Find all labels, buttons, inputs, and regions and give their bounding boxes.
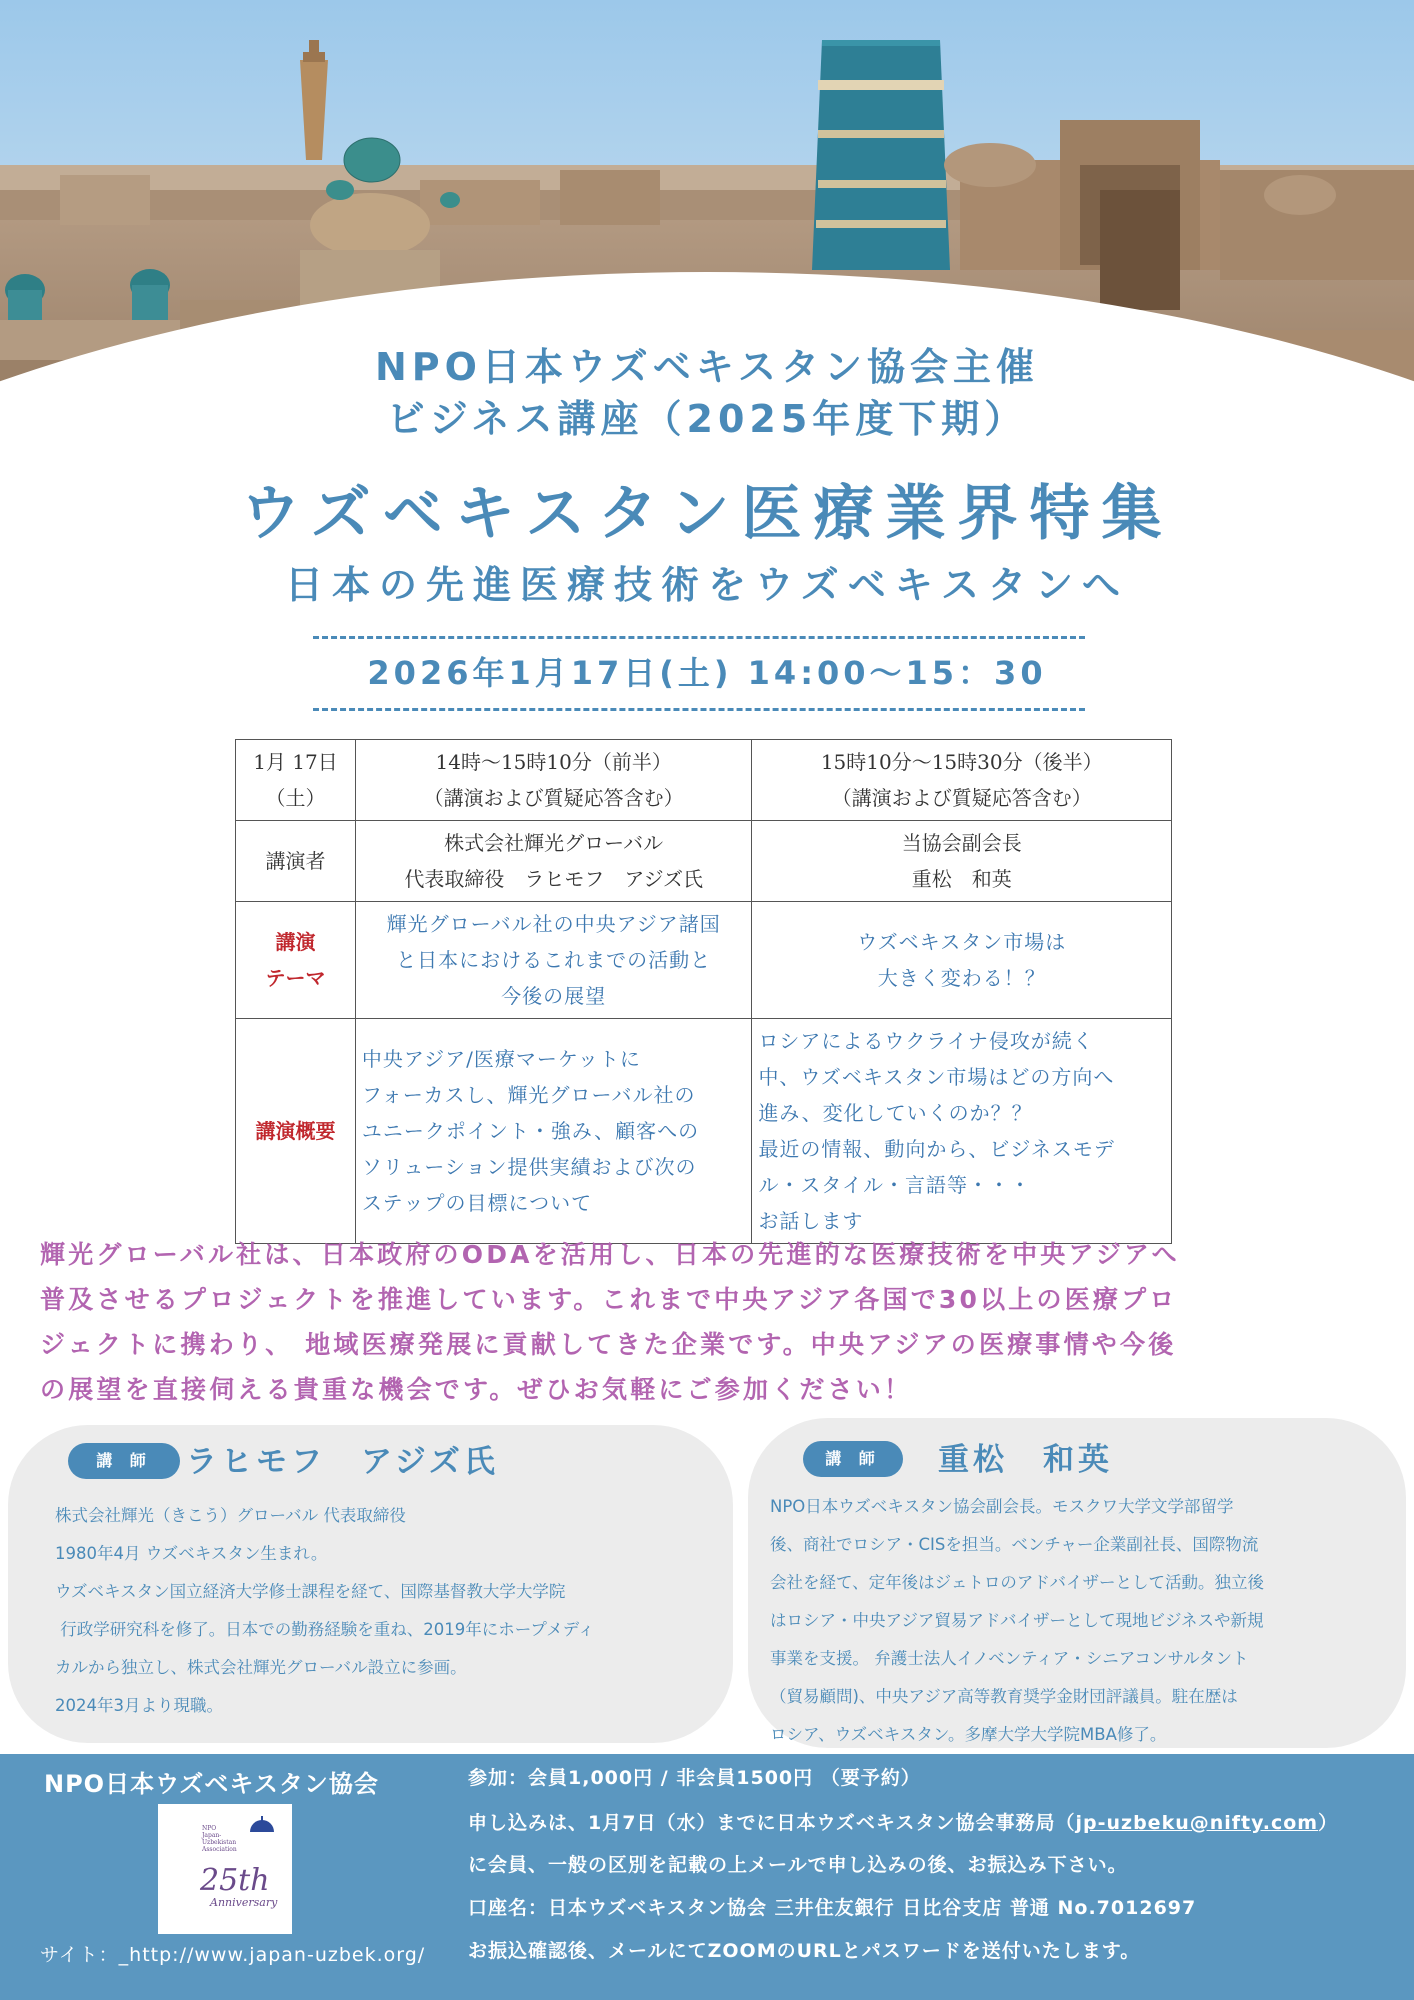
- footer-org-name: NPO日本ウズベキスタン協会: [44, 1770, 379, 1798]
- svg-text:Association: Association: [202, 1846, 237, 1853]
- theme-2: ウズベキスタン市場は 大きく変わる！？: [752, 902, 1172, 1019]
- dashed-divider-top: [313, 636, 1085, 639]
- lecturer-2-bio: NPO日本ウズベキスタン協会副会長。モスクワ大学文学部留学 後、商社でロシア・CISを担当。ベンチャー企業副社長、国際物流 会社を経て、定年後はジェトロのアドバイザーとして活動。独立後 はロシア・中央アジア貿易アドバイザーとして現地ビジネスや新規 事業を支援。 弁護士法人イノベンティア・シニアコンサルタント （貿易顧問)、中央アジア高等教育奨学金財団評議員。駐在歴は ロシア、ウズベキスタン。多摩大学大学院MBA修了。: [770, 1497, 1265, 1744]
- org-heading: NPO日本ウズベキスタン協会主催: [374, 345, 1040, 389]
- bank-info: 口座名：日本ウズベキスタン協会 三井住友銀行 日比谷支店 普通 No.7012697: [468, 1897, 1197, 1919]
- theme-label: 講演 テーマ: [236, 902, 356, 1019]
- date-cell: 1月 17日 （土）: [236, 740, 356, 821]
- lecturer-badge: 講 師: [68, 1443, 180, 1479]
- schedule-table: [235, 739, 1172, 1244]
- footer: [0, 1754, 1414, 2000]
- intro-paragraph: 輝光グローバル社は、日本政府のODAを活用し、日本の先進的な医療技術を中央アジアへ 普及させるプロジェクトを推進しています。これまで中央アジア各国で30以上の医療プロ ジェクトに携わり、 地域医療発展に貢献してきた企業です。中央アジアの医療事情や今後 の展望を直接伺える貴重な機会です。ぜひお気軽にご参加ください！: [40, 1240, 1180, 1404]
- zoom-info: お振込確認後、メールにてZOOMのURLとパスワードを送付いたします。: [468, 1940, 1141, 1962]
- lecturer-2-name: 重松 和英: [938, 1442, 1113, 1478]
- svg-text:25th: 25th: [200, 1863, 270, 1898]
- main-title: ウズベキスタン医療業界特集: [240, 479, 1174, 549]
- speaker-1: 株式会社輝光グローバル 代表取締役 ラヒモフ アジズ氏: [355, 821, 752, 902]
- table-row: [236, 740, 1172, 821]
- site-url[interactable]: サイト：_http://www.japan-uzbek.org/: [40, 1944, 426, 1966]
- dashed-divider-bottom: [313, 708, 1085, 711]
- association-logo: [158, 1804, 292, 1934]
- series-heading: ビジネス講座（2025年度下期）: [386, 397, 1028, 441]
- fee-info: 参加：会員1,000円 / 非会員1500円 （要予約）: [468, 1767, 921, 1789]
- speaker-2: 当協会副会長 重松 和英: [752, 821, 1172, 902]
- lecturer-1-bio: 株式会社輝光（きこう）グローバル 代表取締役 1980年4月 ウズベキスタン生まれ。 ウズベキスタン国立経済大学修士課程を経て、国際基督教大学大学院 行政学研究科を修了。日本での勤務経験を重ね、2019年にホープメディ カルから独立し、株式会社輝光グローバル設立に参画。 2024年3月より現職。: [55, 1506, 595, 1715]
- summary-1: 中央アジア/医療マーケットに フォーカスし、輝光グローバル社の ユニークポイント・強み、顧客への ソリューション提供実績および次の ステップの目標について: [355, 1019, 752, 1244]
- speaker-label: 講演者: [236, 821, 356, 902]
- table-row: [236, 1019, 1172, 1244]
- apply-info-2: に会員、一般の区別を記載の上メールで申し込みの後、お振込み下さい。: [468, 1854, 1128, 1876]
- crescent-moon-icon: [158, 1804, 292, 1934]
- lecturer-1-name: ラヒモフ アジズ氏: [186, 1444, 499, 1480]
- table-row: [236, 821, 1172, 902]
- lecturer-badge: 講 師: [803, 1441, 903, 1477]
- second-half-header: 15時10分～15時30分（後半） （講演および質疑応答含む）: [752, 740, 1172, 821]
- svg-text:Japan-: Japan-: [202, 1832, 222, 1839]
- summary-label: 講演概要: [236, 1019, 356, 1244]
- tagline: 日本の先進医療技術をウズベキスタンへ: [284, 563, 1130, 607]
- email-link[interactable]: jp-uzbeku@nifty.com: [1075, 1812, 1319, 1834]
- table-row: [236, 902, 1172, 1019]
- svg-text:Anniversary: Anniversary: [210, 1896, 278, 1909]
- svg-text:NPO: NPO: [202, 1825, 217, 1832]
- summary-2: ロシアによるウクライナ侵攻が続く 中、ウズベキスタン市場はどの方向へ 進み、変化していくのか？？ 最近の情報、動向から、ビジネスモデ ル・スタイル・言語等・・・ お話します: [752, 1019, 1172, 1244]
- svg-text:Uzbekistan: Uzbekistan: [202, 1839, 237, 1846]
- theme-1: 輝光グローバル社の中央アジア諸国 と日本におけるこれまでの活動と 今後の展望: [355, 902, 752, 1019]
- apply-info: 申し込みは、1月7日（水）までに日本ウズベキスタン協会事務局（jp-uzbeku@nifty.com）: [468, 1812, 1339, 1834]
- event-datetime: 2026年1月17日(土) 14:00～15：30: [367, 654, 1047, 692]
- first-half-header: 14時～15時10分（前半） （講演および質疑応答含む）: [355, 740, 752, 821]
